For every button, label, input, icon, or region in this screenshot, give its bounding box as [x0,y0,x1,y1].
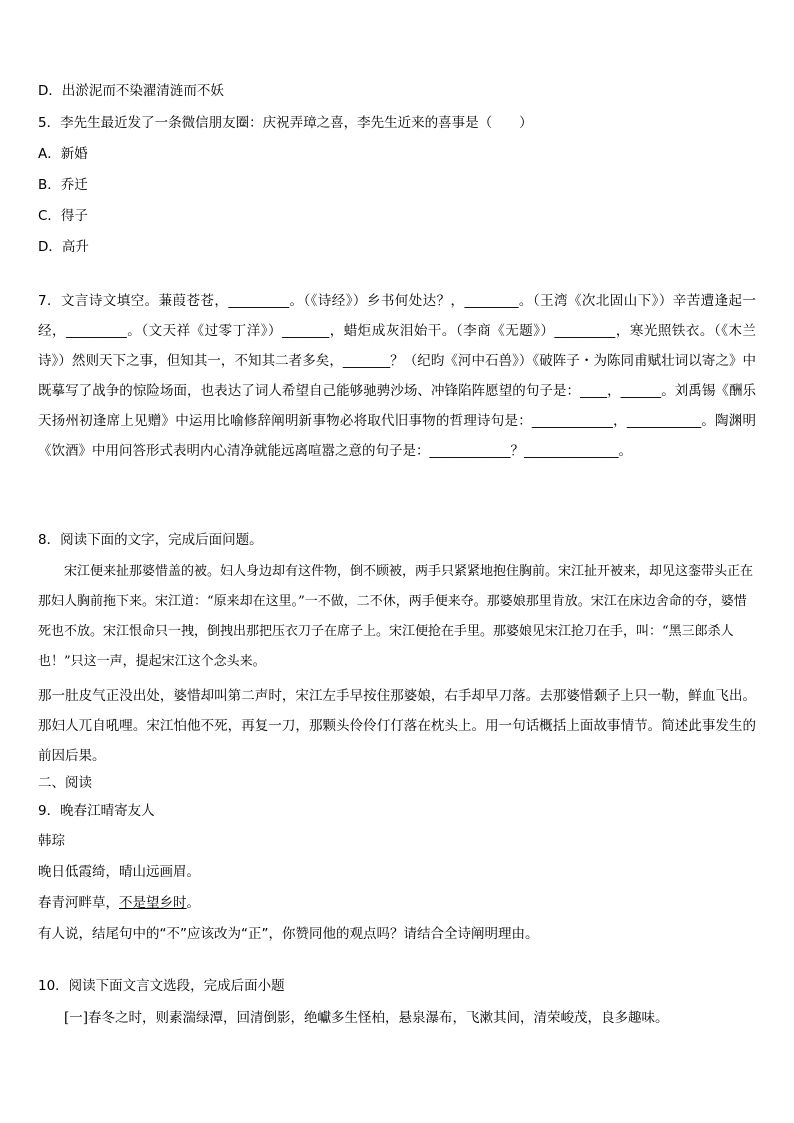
q8-story-text: 那一肚皮气正没出处，婆惜却叫第二声时，宋江左手早按住那婆娘，右手却早刀落。去那婆惜颡子上只一勒，鲜血飞出。那妇人兀自吼哩。宋江怕他不死，再复一刀，那颗头伶伶仃仃落在枕头上。 [38,688,756,734]
q8-stem: 8．阅读下面的文字，完成后面问题。 [38,532,263,548]
q7-fill-in-text: 7．文言诗文填空。蒹葭苍苍，_________。（《诗经》）乡书何处达？，________。（王湾《次北固山下》）辛苦遭逢起一经，_________。（文天祥《过零丁洋》）_______，蜡炬成灰泪始干。（李商《无题》）_________，寒光照铁衣。（《木兰诗》）然则天下之事，但知其一，不知其二者多矣，_______？（纪昀《河中石兽》）《破阵子・为陈同甫赋壮词以寄之》中既摹写了战争的惊险场面，也表达了词人希望自己能够驰骋沙场、冲锋陷阵愿望的句子是：____，______。刘禹锡《酬乐天扬州初逢席上见赠》中运用比喻修辞阐明新事物必将取代旧事物的哲理诗句是：____________，___________。陶渊明《饮酒》中用问答形式表明内心清净就能远离喧嚣之意的句子是：____________？______________。 [38,293,756,459]
q8-passage-paragraph: 宋江便来扯那婆惜盖的被。妇人身边却有这件物，倒不顾被，两手只紧紧地抱住胸前。宋江扯开被来，却见这銮带头正在那妇人胸前拖下来。宋江道：“原来却在这里。”一不做，二不休，两手便来夺。那婆娘那里肯放。宋江在床边舍命的夺，婆惜死也不放。宋江恨命只一拽，倒拽出那把压衣刀子在席子上。宋江便抢在手里。那婆娘见宋江抢刀在手，叫：“黑三郎杀人也！”只这一声，提起宋江这个念头来。 [38,564,754,669]
q5-option-a: A．新婚 [38,146,88,162]
q4-option-d: D．出淤泥而不染濯清涟而不妖 [38,83,224,99]
q9-question: 有人说，结尾句中的“不”应该改为“正”，你赞同他的观点吗？请结合全诗阐明理由。 [38,926,539,942]
q10-passage-paragraph: [一]春冬之时，则素湍绿潭，回清倒影，绝巘多生怪柏，悬泉瀑布，飞漱其间，清荣峻茂，良多趣味。 [64,1010,669,1026]
q9-poem-line-1: 晚日低霞绮，晴山远画眉。 [38,864,200,880]
q9-underlined-phrase: 不是望乡时 [119,895,187,911]
q5-option-b: B．乔迁 [38,177,88,193]
q9-poem-line-2 [38,894,200,912]
q10-stem: 10．阅读下面文言文选段，完成后面小题 [38,978,285,994]
q9-line2-start: 春青河畔草， [38,895,119,911]
q5-stem: 5．李先生最近发了一条微信朋友圈：庆祝弄璋之喜，李先生近来的喜事是（ ） [38,115,533,131]
q8-question: 用一句话概括上面故事情节。简述此事发生的前因后果。 [38,718,757,764]
q5-option-c: C．得子 [38,208,88,224]
section-2-title: 二、阅读 [38,775,92,791]
q5-option-d: D．高升 [38,239,89,255]
q9-title: 9．晚春江晴寄友人 [38,803,155,819]
q9-author: 韩琮 [38,833,65,849]
q8-passage-continuation [38,681,756,771]
q9-line2-end: 。 [186,895,200,911]
